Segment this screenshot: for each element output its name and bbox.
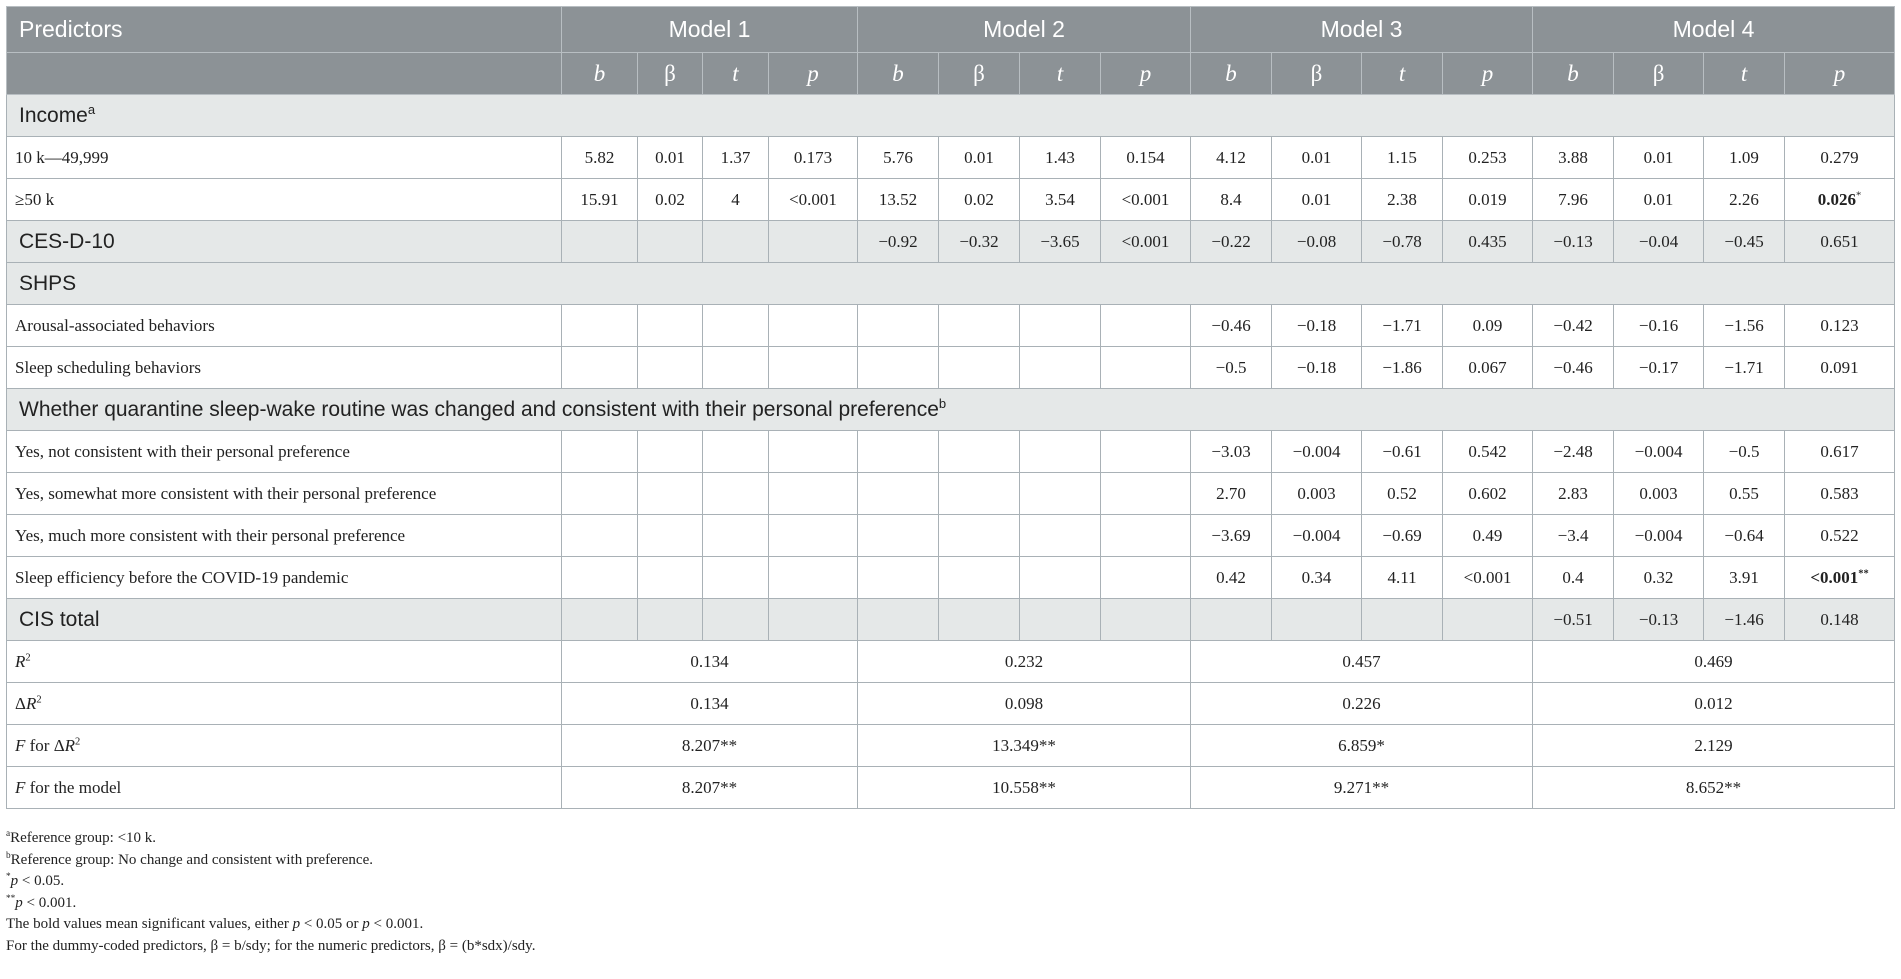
table-cell: −3.69 (1191, 515, 1272, 557)
model-1-header: Model 1 (562, 7, 858, 53)
t-header: t (1020, 53, 1101, 95)
table-cell (562, 515, 638, 557)
table-cell: 0.067 (1443, 347, 1533, 389)
footnote-b (6, 850, 535, 872)
table-cell: −0.5 (1704, 431, 1785, 473)
stat-symbol: R (15, 651, 26, 671)
table-cell: 0.019 (1443, 179, 1533, 221)
table-cell (1101, 347, 1191, 389)
table-cell: −0.004 (1272, 431, 1362, 473)
model-stat-cell: 6.859* (1191, 725, 1533, 767)
table-cell: −0.64 (1704, 515, 1785, 557)
section-label-text: Income (19, 103, 88, 127)
footnote-marker: a (87, 101, 96, 117)
table-cell (638, 515, 703, 557)
table-cell (939, 473, 1020, 515)
footnote-marker: a (6, 829, 11, 839)
table-cell: −0.13 (1533, 221, 1614, 263)
table-cell (939, 347, 1020, 389)
table-cell: 0.003 (1614, 473, 1704, 515)
significance-marker: * (1856, 189, 1862, 201)
table-cell (562, 473, 638, 515)
table-cell: 2.38 (1362, 179, 1443, 221)
table-cell (1101, 431, 1191, 473)
table-cell (562, 347, 638, 389)
model-stat-cell: 0.134 (562, 641, 858, 683)
f-symbol: F (15, 777, 26, 797)
b-header: b (858, 53, 939, 95)
regression-table (6, 6, 1895, 809)
b-header: b (1533, 53, 1614, 95)
stat-label (7, 725, 562, 767)
table-cell: 0.091 (1785, 347, 1895, 389)
table-row (7, 137, 1895, 179)
table-cell: −0.61 (1362, 431, 1443, 473)
table-cell: −0.22 (1191, 221, 1272, 263)
model-stat-cell: 0.232 (858, 641, 1191, 683)
table-cell (1785, 557, 1895, 599)
regression-table-container (6, 6, 1895, 809)
table-cell (769, 515, 858, 557)
table-cell: −0.004 (1272, 515, 1362, 557)
table-cell (858, 557, 939, 599)
table-cell: 3.54 (1020, 179, 1101, 221)
table-cell (1020, 347, 1101, 389)
table-cell: 0.02 (638, 179, 703, 221)
p-header: p (769, 53, 858, 95)
table-cell (562, 221, 638, 263)
cell-value: 0.026 (1817, 189, 1857, 209)
table-cell (769, 305, 858, 347)
stat-row-delta-r2 (7, 683, 1895, 725)
table-cell (703, 431, 769, 473)
table-cell: 0.542 (1443, 431, 1533, 473)
table-cell: 0.01 (1614, 179, 1704, 221)
model-stat-cell: 10.558** (858, 767, 1191, 809)
b-header: b (1191, 53, 1272, 95)
table-cell (562, 599, 638, 641)
stat-row-f-delta-r2 (7, 725, 1895, 767)
table-cell: 0.09 (1443, 305, 1533, 347)
table-cell: 0.617 (1785, 431, 1895, 473)
table-cell (562, 431, 638, 473)
table-cell (858, 473, 939, 515)
footnote-text: < 0.05 or (300, 916, 363, 932)
model-stat-cell: 0.098 (858, 683, 1191, 725)
table-cell: 0.154 (1101, 137, 1191, 179)
table-cell (1020, 599, 1101, 641)
table-cell (939, 557, 1020, 599)
model-3-header: Model 3 (1191, 7, 1533, 53)
predictors-header: Predictors (7, 7, 562, 53)
table-row (7, 473, 1895, 515)
row-label: Sleep efficiency before the COVID-19 pandemic (7, 557, 562, 599)
table-cell: −0.18 (1272, 305, 1362, 347)
table-cell: 0.34 (1272, 557, 1362, 599)
t-header: t (1704, 53, 1785, 95)
stat-label (7, 641, 562, 683)
table-cell (939, 305, 1020, 347)
footnote-a (6, 828, 535, 850)
table-cell: 2.26 (1704, 179, 1785, 221)
model-header-row (7, 7, 1895, 53)
stat-header-row (7, 53, 1895, 95)
table-cell: −0.46 (1191, 305, 1272, 347)
table-cell (703, 599, 769, 641)
p-header: p (1443, 53, 1533, 95)
table-cell: 0.123 (1785, 305, 1895, 347)
table-cell: 8.4 (1191, 179, 1272, 221)
table-cell: 1.43 (1020, 137, 1101, 179)
table-cell (1020, 305, 1101, 347)
table-cell: −0.13 (1614, 599, 1704, 641)
row-label: Yes, somewhat more consistent with their personal preference (7, 473, 562, 515)
significance-marker: ** (1858, 567, 1869, 579)
stat-label-text: for the model (25, 777, 122, 797)
table-cell (769, 557, 858, 599)
empty-header-cell (7, 53, 562, 95)
footnote-text: Reference group: No change and consistent with preference. (10, 851, 373, 868)
p-symbol: p (362, 916, 370, 932)
model-4-header: Model 4 (1533, 7, 1895, 53)
table-cell (1101, 557, 1191, 599)
stat-symbol: R (64, 735, 76, 755)
p-header: p (1101, 53, 1191, 95)
table-cell: −0.5 (1191, 347, 1272, 389)
footnote-text: Reference group: <10 k. (10, 830, 157, 846)
table-row (7, 179, 1895, 221)
footnote-bold (6, 914, 535, 936)
section-label (7, 95, 1895, 137)
table-cell: 0.602 (1443, 473, 1533, 515)
table-cell: −0.46 (1533, 347, 1614, 389)
table-cell: 1.09 (1704, 137, 1785, 179)
section-row-income (7, 95, 1895, 137)
f-symbol: F (15, 735, 26, 755)
stat-row-r2 (7, 641, 1895, 683)
section-label-text: Whether quarantine sleep-wake routine was changed and consistent with their personal preference (19, 397, 939, 421)
table-row (7, 347, 1895, 389)
footnote-marker: b (6, 850, 11, 861)
table-cell: 0.01 (1272, 179, 1362, 221)
table-cell (638, 473, 703, 515)
model-2-header: Model 2 (858, 7, 1191, 53)
table-cell (1362, 599, 1443, 641)
table-cell (703, 347, 769, 389)
table-cell (1191, 599, 1272, 641)
table-footnotes (6, 828, 535, 957)
table-cell: 0.02 (939, 179, 1020, 221)
model-stat-cell: 2.129 (1533, 725, 1895, 767)
table-cell: 0.253 (1443, 137, 1533, 179)
model-stat-cell: 13.349** (858, 725, 1191, 767)
table-cell (703, 473, 769, 515)
table-cell (858, 305, 939, 347)
footnote-text: For the dummy-coded predictors, β = b/sdy; for the numeric predictors, β = (b*sdx)/sdy. (6, 937, 536, 954)
model-stat-cell: 0.226 (1191, 683, 1533, 725)
row-label: Yes, not consistent with their personal preference (7, 431, 562, 473)
section-row-quarantine (7, 389, 1895, 431)
table-cell (562, 557, 638, 599)
table-cell: 0.01 (939, 137, 1020, 179)
footnote-marker: ** (6, 893, 16, 904)
beta-header: β (1272, 53, 1362, 95)
table-cell (638, 221, 703, 263)
table-cell: 2.70 (1191, 473, 1272, 515)
table-cell: 13.52 (858, 179, 939, 221)
table-cell (1101, 305, 1191, 347)
table-cell (769, 473, 858, 515)
table-cell (858, 431, 939, 473)
table-cell: 0.651 (1785, 221, 1895, 263)
footnote-double-star (6, 893, 535, 915)
section-row-shps (7, 263, 1895, 305)
table-row (7, 599, 1895, 641)
table-cell (1785, 179, 1895, 221)
table-cell: −1.56 (1704, 305, 1785, 347)
table-cell (1020, 473, 1101, 515)
footnote-text: < 0.001. (369, 916, 424, 932)
table-cell: 0.32 (1614, 557, 1704, 599)
section-label (7, 389, 1895, 431)
table-cell: 0.42 (1191, 557, 1272, 599)
table-cell (703, 221, 769, 263)
table-cell: −0.04 (1614, 221, 1704, 263)
superscript: 2 (36, 693, 42, 705)
table-cell (939, 431, 1020, 473)
table-cell: 5.76 (858, 137, 939, 179)
b-header: b (562, 53, 638, 95)
table-cell: 4.12 (1191, 137, 1272, 179)
table-cell: 3.88 (1533, 137, 1614, 179)
table-cell (769, 347, 858, 389)
model-stat-cell: 8.207** (562, 725, 858, 767)
table-cell: 0.49 (1443, 515, 1533, 557)
model-stat-cell: 8.207** (562, 767, 858, 809)
superscript: 2 (75, 735, 81, 747)
table-cell: 3.91 (1704, 557, 1785, 599)
table-cell (769, 221, 858, 263)
table-cell: −0.32 (939, 221, 1020, 263)
table-cell: −0.18 (1272, 347, 1362, 389)
footnote-beta (6, 936, 535, 958)
table-cell (1443, 599, 1533, 641)
table-cell: −0.004 (1614, 431, 1704, 473)
table-cell: −0.92 (858, 221, 939, 263)
model-stat-cell: 8.652** (1533, 767, 1895, 809)
table-cell: −0.45 (1704, 221, 1785, 263)
table-cell: −1.71 (1362, 305, 1443, 347)
table-row (7, 557, 1895, 599)
table-cell: 2.83 (1533, 473, 1614, 515)
table-cell: <0.001 (769, 179, 858, 221)
model-stat-cell: 0.012 (1533, 683, 1895, 725)
table-cell: −2.48 (1533, 431, 1614, 473)
table-cell: 0.01 (1614, 137, 1704, 179)
table-cell: 0.4 (1533, 557, 1614, 599)
p-symbol: p (292, 916, 301, 932)
table-cell: −1.46 (1704, 599, 1785, 641)
table-row (7, 305, 1895, 347)
table-cell: 5.82 (562, 137, 638, 179)
p-symbol: p (10, 873, 19, 889)
row-label: Yes, much more consistent with their personal preference (7, 515, 562, 557)
table-cell: −0.51 (1533, 599, 1614, 641)
table-cell (638, 599, 703, 641)
table-row (7, 515, 1895, 557)
stat-symbol: R (25, 693, 37, 713)
table-cell (703, 515, 769, 557)
footnote-text: < 0.05. (18, 873, 65, 889)
table-cell (939, 599, 1020, 641)
row-label: ≥50 k (7, 179, 562, 221)
table-cell (1101, 473, 1191, 515)
t-header: t (703, 53, 769, 95)
table-cell (562, 305, 638, 347)
beta-header: β (638, 53, 703, 95)
table-cell: −1.71 (1704, 347, 1785, 389)
beta-header: β (939, 53, 1020, 95)
table-cell (1020, 515, 1101, 557)
table-cell: 0.435 (1443, 221, 1533, 263)
table-cell (858, 599, 939, 641)
table-cell (1020, 431, 1101, 473)
table-cell: 0.01 (1272, 137, 1362, 179)
model-stat-cell: 0.457 (1191, 641, 1533, 683)
table-cell: 0.148 (1785, 599, 1895, 641)
table-cell (769, 431, 858, 473)
t-header: t (1362, 53, 1443, 95)
stat-label-text: for Δ (25, 735, 65, 755)
table-cell (1101, 515, 1191, 557)
footnote-marker: b (938, 395, 947, 411)
table-cell (638, 305, 703, 347)
table-cell: −0.17 (1614, 347, 1704, 389)
table-cell: 0.279 (1785, 137, 1895, 179)
table-cell: −3.03 (1191, 431, 1272, 473)
table-cell (638, 347, 703, 389)
table-cell (939, 515, 1020, 557)
section-label: CIS total (7, 599, 562, 641)
model-stat-cell: 9.271** (1191, 767, 1533, 809)
table-row (7, 221, 1895, 263)
table-cell: −3.65 (1020, 221, 1101, 263)
table-cell (858, 347, 939, 389)
table-cell: 0.522 (1785, 515, 1895, 557)
table-cell (1272, 599, 1362, 641)
footnote-star (6, 871, 535, 893)
table-cell: <0.001 (1443, 557, 1533, 599)
table-cell: <0.001 (1101, 179, 1191, 221)
table-cell: 7.96 (1533, 179, 1614, 221)
cell-value: <0.001 (1810, 567, 1859, 587)
table-cell: 0.01 (638, 137, 703, 179)
table-cell: 15.91 (562, 179, 638, 221)
table-cell: −0.78 (1362, 221, 1443, 263)
footnote-marker: * (6, 872, 11, 882)
table-cell: 0.583 (1785, 473, 1895, 515)
model-stat-cell: 0.134 (562, 683, 858, 725)
table-cell (1101, 599, 1191, 641)
section-label: SHPS (7, 263, 1895, 305)
table-cell: 0.55 (1704, 473, 1785, 515)
row-label: Sleep scheduling behaviors (7, 347, 562, 389)
section-label: CES-D-10 (7, 221, 562, 263)
table-cell (1020, 557, 1101, 599)
table-cell: 4 (703, 179, 769, 221)
stat-label (7, 767, 562, 809)
table-cell (703, 557, 769, 599)
table-cell: −0.42 (1533, 305, 1614, 347)
table-cell (638, 557, 703, 599)
table-cell: −0.004 (1614, 515, 1704, 557)
table-cell (703, 305, 769, 347)
table-cell: −0.08 (1272, 221, 1362, 263)
table-cell (638, 431, 703, 473)
row-label: 10 k—49,999 (7, 137, 562, 179)
table-row (7, 431, 1895, 473)
table-cell: 0.003 (1272, 473, 1362, 515)
table-cell: −0.69 (1362, 515, 1443, 557)
footnote-text: < 0.001. (22, 894, 77, 911)
superscript: 2 (25, 651, 31, 663)
table-cell: 4.11 (1362, 557, 1443, 599)
p-header: p (1785, 53, 1895, 95)
table-cell (769, 599, 858, 641)
row-label: Arousal-associated behaviors (7, 305, 562, 347)
table-cell: <0.001 (1101, 221, 1191, 263)
table-cell (858, 515, 939, 557)
table-cell: 1.37 (703, 137, 769, 179)
p-symbol: p (15, 894, 23, 911)
delta-symbol: Δ (15, 693, 26, 713)
table-cell: −1.86 (1362, 347, 1443, 389)
stat-row-f-model (7, 767, 1895, 809)
table-cell: 0.173 (769, 137, 858, 179)
table-cell: 0.52 (1362, 473, 1443, 515)
model-stat-cell: 0.469 (1533, 641, 1895, 683)
stat-label (7, 683, 562, 725)
table-cell: −3.4 (1533, 515, 1614, 557)
footnote-text: The bold values mean significant values, either (6, 916, 293, 932)
table-cell: 1.15 (1362, 137, 1443, 179)
beta-header: β (1614, 53, 1704, 95)
table-cell: −0.16 (1614, 305, 1704, 347)
